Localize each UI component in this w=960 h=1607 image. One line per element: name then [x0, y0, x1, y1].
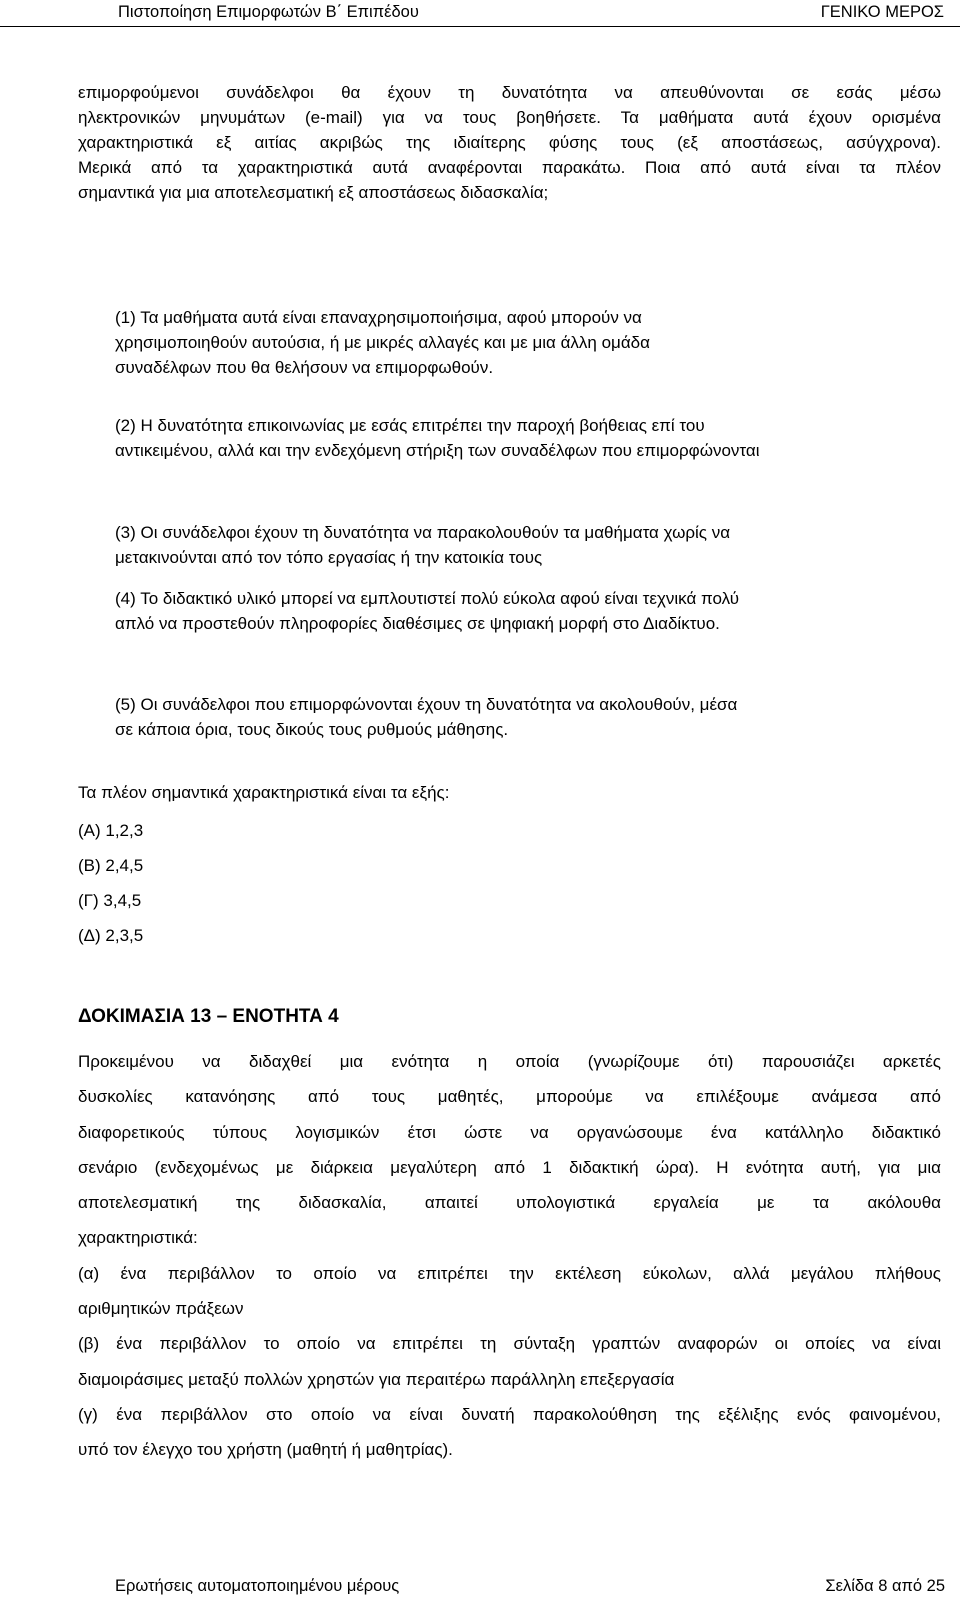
list-item: [115, 305, 905, 380]
header-section: ΓΕΝΙΚΟ ΜΕΡΟΣ: [820, 3, 944, 21]
list-item: [115, 413, 905, 463]
answer-option-b: (Β) 2,4,5: [78, 856, 144, 875]
header-title: Πιστοποίηση Επιμορφωτών Β΄ Επιπέδου: [118, 3, 419, 21]
section-title: ΔΟΚΙΜΑΣΙΑ 13 – ΕΝΟΤΗΤΑ 4: [78, 1006, 339, 1027]
list-item: [115, 586, 905, 636]
answer-option-d: (Δ) 2,3,5: [78, 926, 144, 945]
item-line: αντικειμένου, αλλά και την ενδεχόμενη στήριξη των συναδέλφων που επιμορφώνονται: [115, 441, 760, 460]
item-line: συναδέλφων που θα θελήσουν να επιμορφωθούν.: [115, 358, 494, 377]
item-line: χρησιμοποιηθούν αυτούσια, ή με μικρές αλλαγές και με μια άλλη ομάδα: [115, 333, 650, 352]
body-line: δυσκολίες κατανόησης από τους μαθητές, μπορούμε να επιλέξουμε ανάμεσα από: [78, 1087, 941, 1107]
body-line: σενάριο (ενδεχομένως με διάρκεια μεγαλύτερη από 1 διδακτική ώρα). Η ενότητα αυτή, για μια: [78, 1157, 941, 1177]
body-line: χαρακτηριστικά:: [78, 1228, 198, 1248]
item-line: (3) Οι συνάδελφοι έχουν τη δυνατότητα να παρακολουθούν τα μαθήματα χωρίς να: [115, 523, 731, 542]
list-item: [115, 692, 905, 742]
summary-question: Τα πλέον σημαντικά χαρακτηριστικά είναι τα εξής:: [78, 783, 450, 802]
intro-line: σημαντικά για μια αποτελεσματική εξ αποστάσεως διδασκαλία;: [78, 183, 549, 202]
intro-line: Μερικά από τα χαρακτηριστικά αυτά αναφέρονται παρακάτω. Ποια από αυτά είναι τα πλέον: [78, 158, 941, 177]
item-line: (5) Οι συνάδελφοι που επιμορφώνονται έχουν τη δυνατότητα να ακολουθούν, μέσα: [115, 695, 738, 714]
body-line: διαμοιράσιμες μεταξύ πολλών χρηστών για περαιτέρω παράλληλη επεξεργασία: [78, 1369, 675, 1389]
body-line: (γ) ένα περιβάλλον στο οποίο να είναι δυνατή παρακολούθηση της εξέλιξης ενός φαινομένου,: [78, 1404, 941, 1424]
answer-option-a: (Α) 1,2,3: [78, 821, 144, 840]
body-line: Προκειμένου να διδαχθεί μια ενότητα η οποία (γνωρίζουμε ότι) παρουσιάζει αρκετές: [78, 1052, 941, 1071]
body-line: (α) ένα περιβάλλον το οποίο να επιτρέπει την εκτέλεση εύκολων, αλλά μεγάλου πλήθους: [78, 1263, 941, 1283]
header-divider: [0, 26, 960, 27]
answer-option-c: (Γ) 3,4,5: [78, 891, 142, 910]
item-line: απλό να προστεθούν πληροφορίες διαθέσιμες σε ψηφιακή μορφή στο Διαδίκτυο.: [115, 614, 720, 633]
list-item: [115, 520, 905, 570]
item-line: (2) Η δυνατότητα επικοινωνίας με εσάς επιτρέπει την παροχή βοήθειας επί του: [115, 416, 705, 435]
body-line: αποτελεσματική της διδασκαλία, απαιτεί υπολογιστικά εργαλεία με τα ακόλουθα: [78, 1193, 941, 1213]
page-number: Σελίδα 8 από 25: [825, 1577, 945, 1595]
exercise-body: [78, 1044, 941, 1468]
body-line: αριθμητικών πράξεων: [78, 1299, 244, 1319]
body-line: διαφορετικούς τύπους λογισμικών έτσι ώστε να οργανώσουμε ένα κατάλληλο διδακτικό: [78, 1122, 941, 1142]
intro-line: επιμορφούμενοι συνάδελφοι θα έχουν τη δυνατότητα να απευθύνονται σε εσάς μέσω: [78, 83, 941, 102]
intro-paragraph: [78, 80, 941, 205]
item-line: μετακινούνται από τον τόπο εργασίας ή την κατοικία τους: [115, 548, 543, 567]
intro-line: χαρακτηριστικά εξ αιτίας ακριβώς της ιδιαίτερης φύσης τους (εξ αποστάσεως, ασύγχρονα).: [78, 133, 941, 152]
body-line: (β) ένα περιβάλλον το οποίο να επιτρέπει τη σύνταξη γραπτών αναφορών οι οποίες να είναι: [78, 1334, 941, 1354]
item-line: (4) Το διδακτικό υλικό μπορεί να εμπλουτιστεί πολύ εύκολα αφού είναι τεχνικά πολύ: [115, 589, 740, 608]
body-line: υπό τον έλεγχο του χρήστη (μαθητή ή μαθητρίας).: [78, 1440, 453, 1460]
intro-line: ηλεκτρονικών μηνυμάτων (e-mail) για να τους βοηθήσετε. Τα μαθήματα αυτά έχουν ορισμένα: [78, 108, 941, 127]
item-line: (1) Τα μαθήματα αυτά είναι επαναχρησιμοποιήσιμα, αφού μπορούν να: [115, 308, 642, 327]
item-line: σε κάποια όρια, τους δικούς τους ρυθμούς μάθησης.: [115, 720, 509, 739]
footer-title: Ερωτήσεις αυτοματοποιημένου μέρους: [115, 1577, 400, 1595]
